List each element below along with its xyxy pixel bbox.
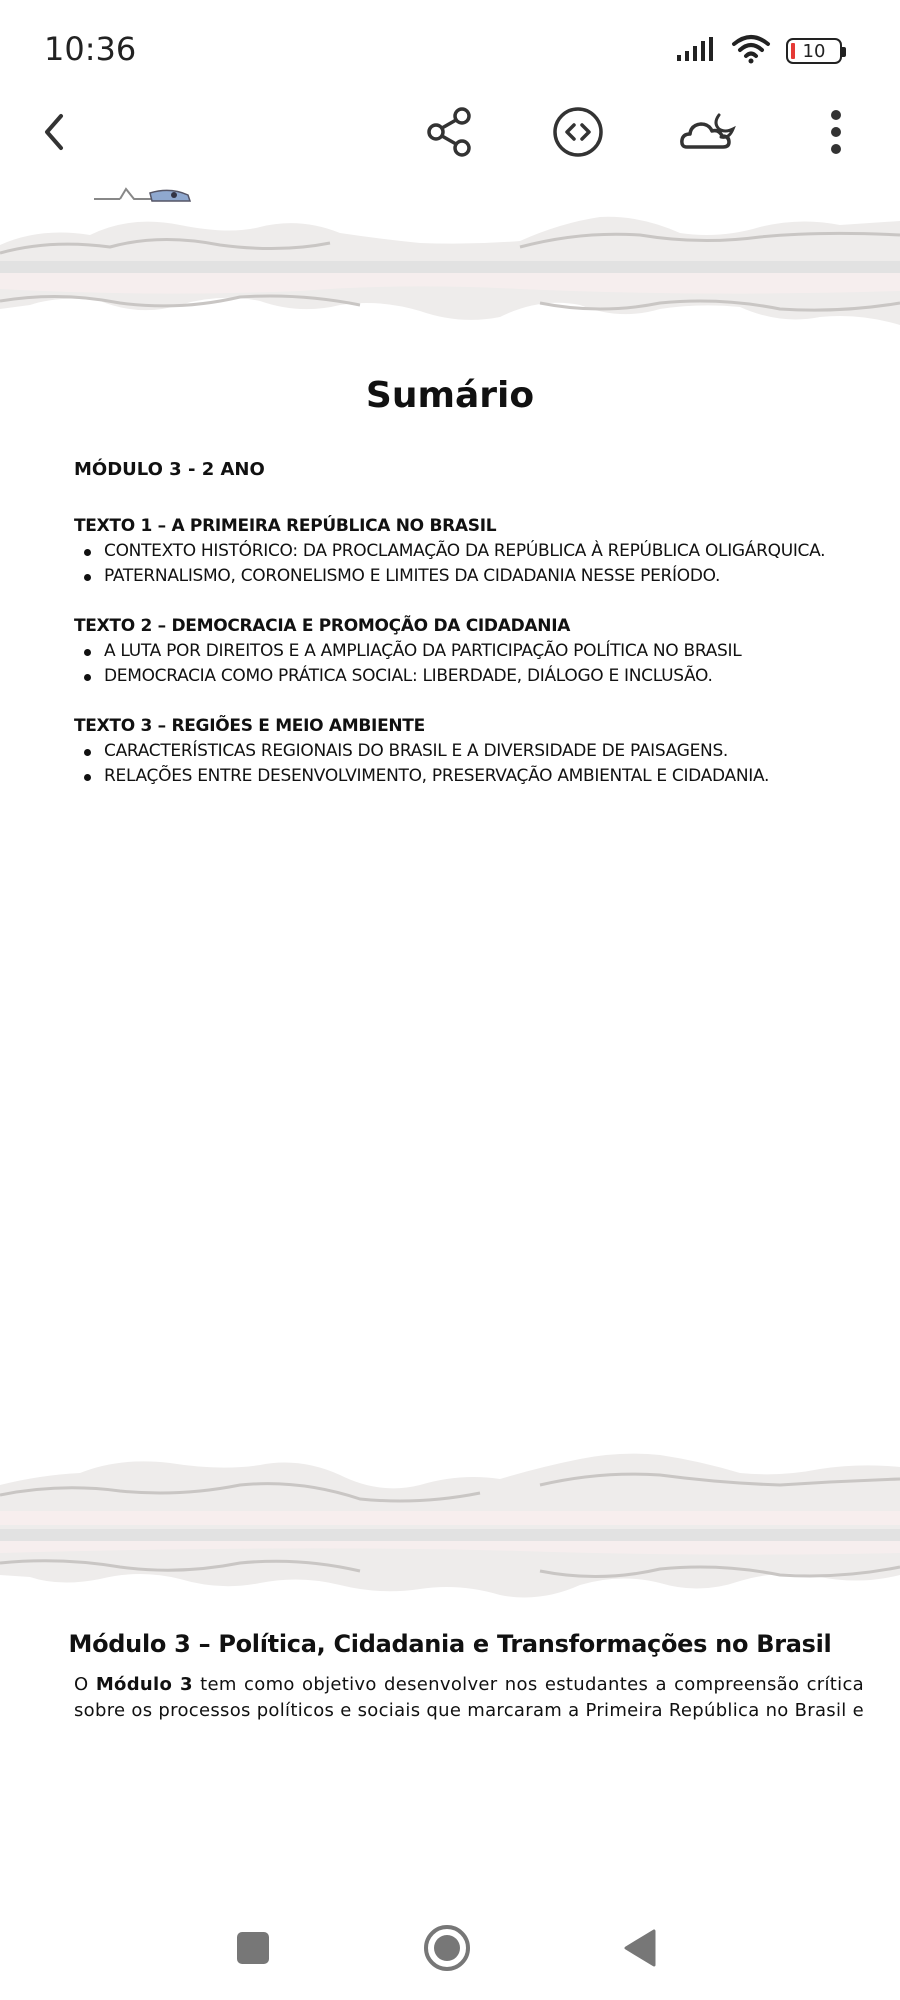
navigation-bar — [0, 1900, 900, 2000]
torn-paper-top — [0, 205, 900, 340]
list-item: CARACTERÍSTICAS REGIONAIS DO BRASIL E A DIVERSIDADE DE PAISAGENS. — [74, 739, 874, 764]
more-options-button[interactable] — [804, 100, 868, 164]
intro-prefix: O — [74, 1674, 96, 1695]
list-item: CONTEXTO HISTÓRICO: DA PROCLAMAÇÃO DA REPÚBLICA À REPÚBLICA OLIGÁRQUICA. — [74, 539, 874, 564]
share-button[interactable] — [418, 100, 482, 164]
back-triangle-icon — [622, 1928, 658, 1973]
text-heading: TEXTO 2 – DEMOCRACIA E PROMOÇÃO DA CIDADANIA — [74, 616, 571, 636]
back-button[interactable] — [22, 100, 86, 164]
cropped-illustration — [90, 185, 200, 205]
module-label: MÓDULO 3 - 2 ANO — [74, 459, 265, 480]
intro-bold: Módulo 3 — [95, 1674, 193, 1695]
system-back-button[interactable] — [612, 1922, 668, 1978]
text-section-1 — [74, 513, 874, 589]
document-viewer[interactable] — [0, 185, 900, 1721]
home-icon — [423, 1924, 471, 1977]
home-button[interactable] — [419, 1922, 475, 1978]
status-time: 10:36 — [44, 30, 137, 68]
list-item: RELAÇÕES ENTRE DESENVOLVIMENTO, PRESERVAÇÃO AMBIENTAL E CIDADANIA. — [74, 764, 874, 789]
text-section-2 — [74, 613, 874, 689]
text-section-3 — [74, 713, 874, 789]
list-item: PATERNALISMO, CORONELISMO E LIMITES DA CIDADANIA NESSE PERÍODO. — [74, 564, 874, 589]
chapter-intro — [74, 1672, 864, 1721]
battery-level-text: 10 — [802, 40, 826, 62]
list-item: DEMOCRACIA COMO PRÁTICA SOCIAL: LIBERDADE, DIÁLOGO E INCLUSÃO. — [74, 664, 874, 689]
code-view-button[interactable] — [546, 100, 610, 164]
share-icon — [426, 106, 474, 158]
chapter-title: Módulo 3 – Política, Cidadania e Transformações no Brasil — [68, 1630, 832, 1658]
more-icon — [829, 109, 843, 155]
night-mode-icon — [679, 109, 737, 155]
battery-icon — [786, 38, 842, 64]
text-heading: TEXTO 3 – REGIÕES E MEIO AMBIENTE — [74, 716, 425, 736]
intro-rest: tem como objetivo desenvolver nos estudantes a compreensão crítica sobre os processos políticos e sociais que marcaram a Primeira República no Brasil e — [74, 1674, 864, 1721]
text-heading: TEXTO 1 – A PRIMEIRA REPÚBLICA NO BRASIL — [74, 516, 497, 536]
night-mode-button[interactable] — [676, 100, 740, 164]
recents-icon — [236, 1931, 270, 1970]
status-icons — [676, 34, 842, 68]
back-icon — [39, 112, 69, 152]
recents-button[interactable] — [225, 1922, 281, 1978]
list-item: A LUTA POR DIREITOS E A AMPLIAÇÃO DA PARTICIPAÇÃO POLÍTICA NO BRASIL — [74, 639, 874, 664]
torn-paper-bottom — [0, 1445, 900, 1615]
summary-title: Sumário — [365, 375, 535, 416]
code-view-icon — [552, 106, 604, 158]
wifi-icon — [732, 34, 770, 69]
status-bar — [0, 0, 900, 100]
signal-icon — [676, 36, 716, 67]
